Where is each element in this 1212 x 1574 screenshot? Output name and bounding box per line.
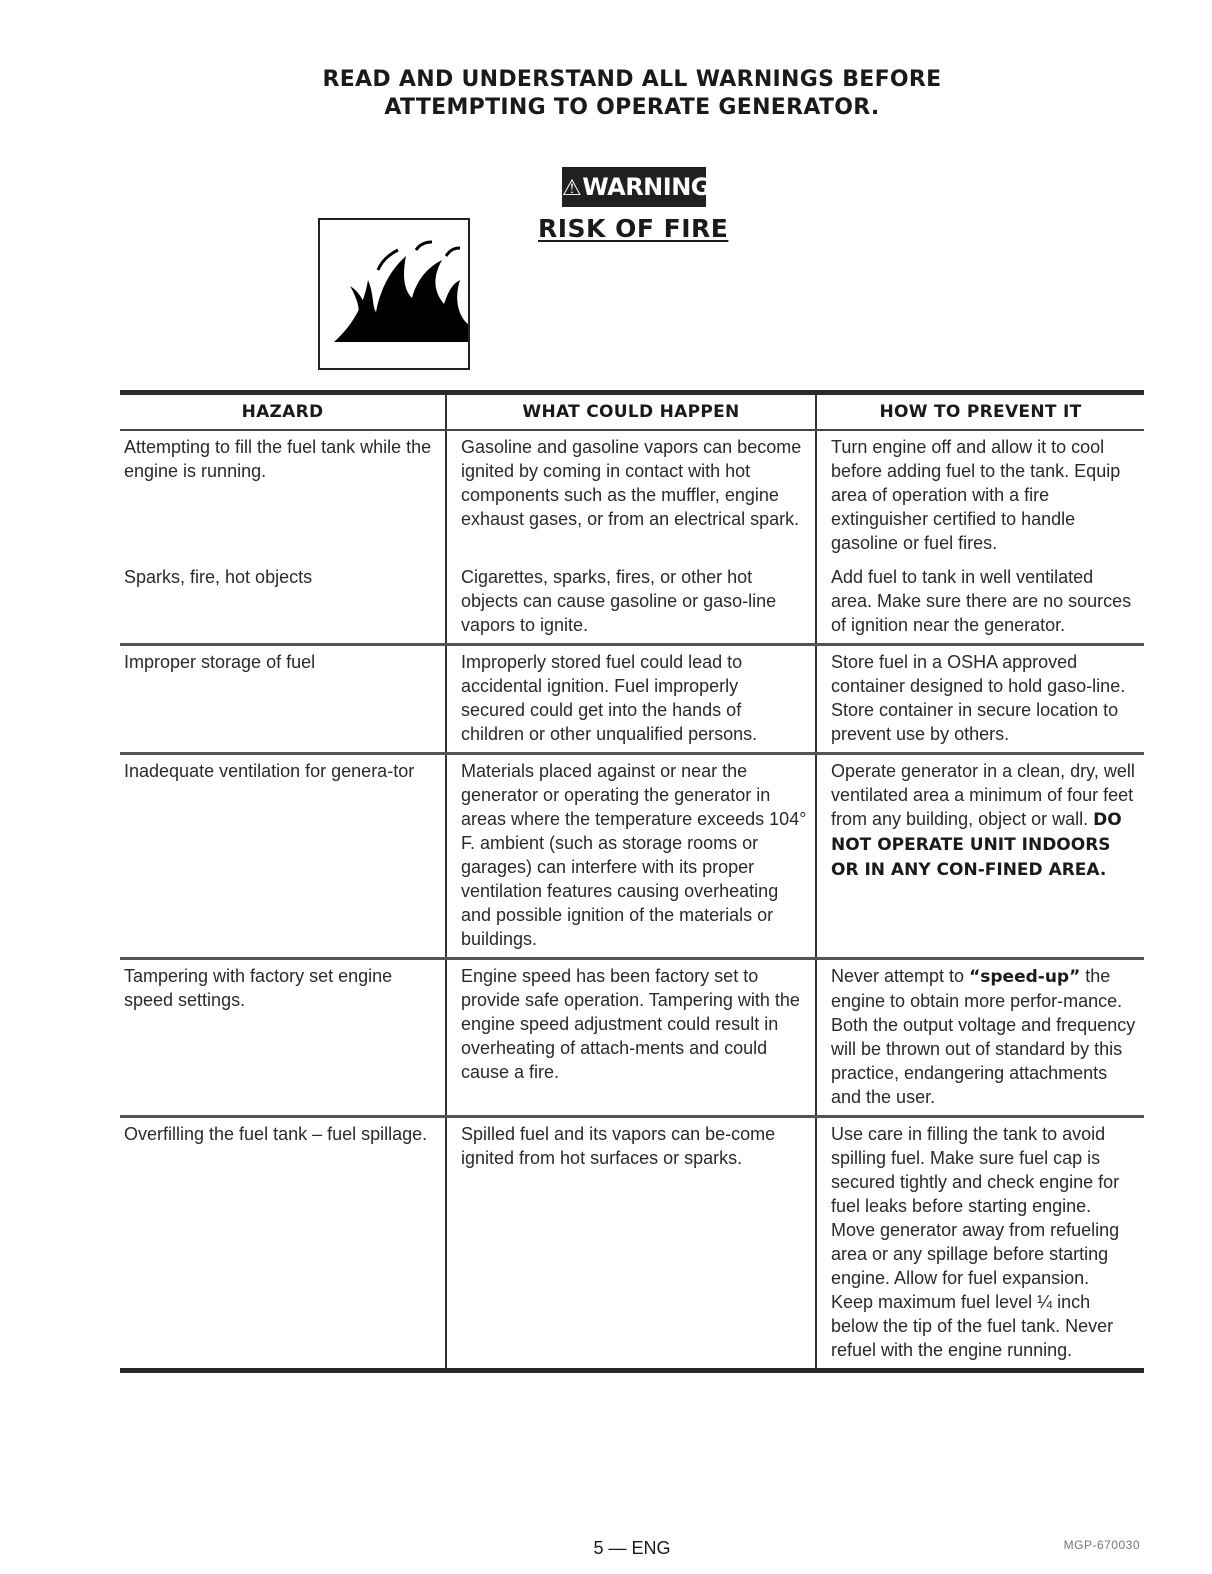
prevent-text-start: Never attempt to xyxy=(831,966,965,986)
prevent-cell: Add fuel to tank in well ventilated area. Make sure there are no sources of ignition near the generator. xyxy=(816,561,1144,645)
prevent-text: Operate generator in a clean, dry, well ventilated area a minimum of four feet from any building, object or wall. xyxy=(831,761,1135,829)
document-code: MGP-670030 xyxy=(1063,1538,1140,1552)
prevent-text-end: the engine to obtain more perfor-mance. Both the output voltage and frequency will be thrown out of standard by this practice, endangering attachments and the user. xyxy=(831,966,1136,1107)
page-number: 5 — ENG xyxy=(593,1538,671,1558)
prevent-cell: Store fuel in a OSHA approved container designed to hold gaso-line. Store container in secure location to prevent use by others. xyxy=(816,645,1144,754)
warning-triangle-icon: ⚠ xyxy=(562,176,582,201)
happen-cell: Spilled fuel and its vapors can be-come ignited from hot surfaces or sparks. xyxy=(446,1117,816,1371)
happen-cell: Improperly stored fuel could lead to accidental ignition. Fuel improperly secured could get into the hands of children or other unqualified persons. xyxy=(446,645,816,754)
heading-line-2: ATTEMPTING TO OPERATE GENERATOR. xyxy=(384,95,880,120)
hazard-cell: Overfilling the fuel tank – fuel spillage. xyxy=(120,1117,446,1371)
happen-cell: Materials placed against or near the generator or operating the generator in areas where the temperature exceeds 104° F. ambient (such as storage rooms or garages) can interfere with its proper ventilation features causing overheating and possible ignition of the materials or buildings. xyxy=(446,754,816,959)
hazard-table xyxy=(120,390,1144,1373)
hazard-cell: Tampering with factory set engine speed settings. xyxy=(120,959,446,1117)
hazard-cell: Improper storage of fuel xyxy=(120,645,446,754)
heading-line-1: READ AND UNDERSTAND ALL WARNINGS BEFORE xyxy=(322,67,942,92)
happen-cell: Gasoline and gasoline vapors can become ignited by coming in contact with hot components such as the muffler, engine exhaust gases, or from an electrical spark. xyxy=(446,430,816,561)
prevent-emphasis: “speed-up” xyxy=(969,967,1081,987)
page-heading xyxy=(0,66,1212,122)
table-row xyxy=(120,754,1144,959)
hazard-cell: Inadequate ventilation for genera-tor xyxy=(120,754,446,959)
warning-badge xyxy=(562,167,710,207)
table-row xyxy=(120,561,1144,645)
hazard-cell: Attempting to fill the fuel tank while the engine is running. xyxy=(124,437,432,481)
hazard-cell: Sparks, fire, hot objects xyxy=(124,567,313,587)
table-row xyxy=(120,645,1144,754)
table-header-row xyxy=(120,393,1144,431)
happen-cell: Cigarettes, sparks, fires, or other hot objects can cause gasoline or gaso-line vapors to ignite. xyxy=(446,561,816,645)
warning-badge-label: WARNING xyxy=(582,173,710,201)
prevent-cell xyxy=(816,754,1144,959)
table-row xyxy=(120,430,1144,561)
column-header-what-could-happen: WHAT COULD HAPPEN xyxy=(446,393,816,431)
fire-hazard-box xyxy=(318,218,470,370)
table-row xyxy=(120,1117,1144,1371)
prevent-cell: Turn engine off and allow it to cool before adding fuel to the tank. Equip area of operation with a fire extinguisher certified to handle gasoline or fuel fires. xyxy=(816,430,1144,561)
risk-title: RISK OF FIRE xyxy=(538,214,729,243)
prevent-cell xyxy=(816,959,1144,1117)
column-header-how-to-prevent: HOW TO PREVENT IT xyxy=(816,393,1144,431)
column-header-hazard: HAZARD xyxy=(120,393,446,431)
table-row xyxy=(120,959,1144,1117)
happen-cell: Engine speed has been factory set to provide safe operation. Tampering with the engine speed adjustment could result in overheating of attach-ments and could cause a fire. xyxy=(446,959,816,1117)
prevent-emphasis: DO NOT OPERATE UNIT INDOORS OR IN ANY CON-FINED AREA. xyxy=(831,810,1122,880)
prevent-cell: Use care in filling the tank to avoid spilling fuel. Make sure fuel cap is secured tightly and check engine for fuel leaks before starting engine. Move generator away from refueling area or any spillage before starting engine. Allow for fuel expansion. Keep maximum fuel level ¼ inch below the tip of the fuel tank. Never refuel with the engine running. xyxy=(816,1117,1144,1371)
fire-icon xyxy=(320,220,468,368)
